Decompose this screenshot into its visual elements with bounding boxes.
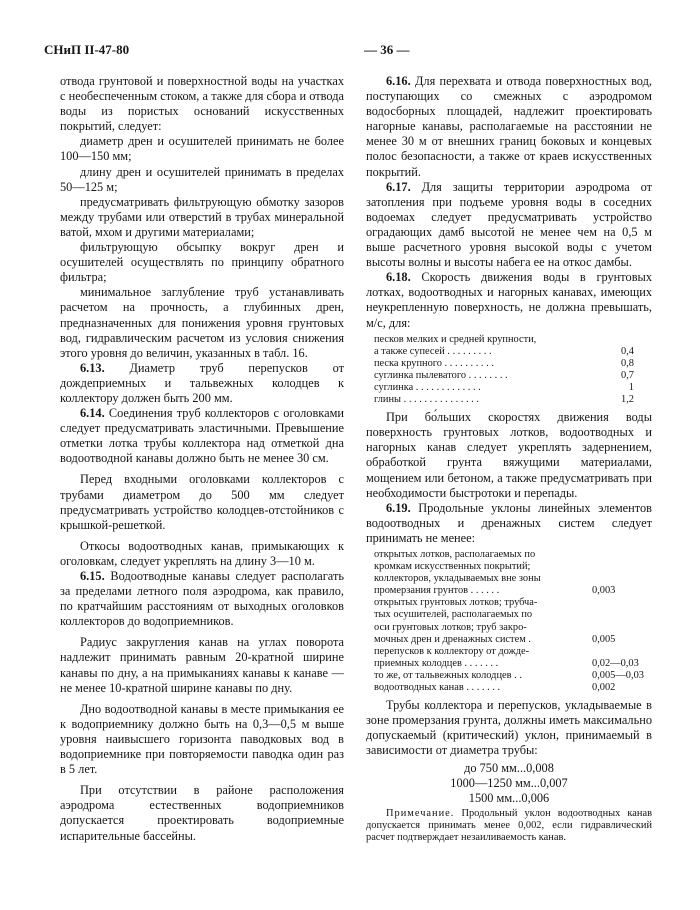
note-text: Продольный уклон водоотводных канав допускается принимать менее 0,002, если гидравлический расчет подтверждает незаиливаемость канав. bbox=[366, 807, 652, 843]
list-item: а также супесей . . . . . . . . . 0,4 bbox=[374, 345, 634, 357]
list-item: 1000—1250 мм...0,007 bbox=[450, 775, 568, 790]
section-number: 6.19. bbox=[386, 500, 411, 515]
section-6-14 bbox=[60, 406, 344, 466]
paragraph: При отсутствии в районе расположения аэродрома естественных водоприемников допускается проектировать водоприемные испарительные бассейны. bbox=[60, 783, 344, 843]
paragraph: Дно водоотводной канавы в месте примыкания ее к водоприемнику должно быть на 0,3—0,5 м выше уровня наивысшего горизонта паводковых вод в водоприемнике при повторяемости паводка один раз в 5 лет. bbox=[60, 701, 344, 777]
paragraph: отвода грунтовой и поверхностной воды на участках с необеспеченным стоком, а также для сбора и отвода воды из пористых оснований искусственных покрытий, следует: bbox=[60, 74, 344, 134]
paragraph: Трубы коллектора и перепусков, укладываемые в зоне промерзания грунта, должны иметь максимально допускаемый (критический) уклон, принимаемый в зависимости от диаметра трубы: bbox=[366, 698, 652, 758]
page-number: — 36 — bbox=[364, 42, 410, 57]
section-text: Водоотводные канавы следует располагать за пределами летного поля аэродрома, как правило, по кратчайшим расстояниям от выходных оголовков коллекторов до водоприемников. bbox=[60, 569, 344, 629]
section-6-17 bbox=[366, 180, 652, 271]
section-text: Для перехвата и отвода поверхностных вод, поступающих со смежных с аэродромом водосборных площадей, надлежит проектировать нагорные канавы, располагаемые на расстоянии не менее 30 м от внешних границ боковых и концевых полос безопасности, а также от краев искусственных покрытий. bbox=[366, 74, 652, 179]
list-item: водоотводных канав . . . . . . . 0,002 bbox=[374, 682, 616, 694]
section-text: Продольные уклоны линейных элементов водоотводных и дренажных систем следует принимать не менее: bbox=[366, 500, 652, 545]
section-6-13 bbox=[60, 361, 344, 406]
list-item: кромкам искусственных покрытий; bbox=[374, 561, 531, 573]
section-number: 6.16. bbox=[386, 74, 411, 88]
list-item: до 750 мм...0,008 bbox=[464, 760, 554, 775]
velocity-list bbox=[374, 334, 652, 407]
section-6-19 bbox=[366, 501, 652, 546]
list-item: открытых грунтовых лотков; трубча- bbox=[374, 597, 538, 609]
list-item: глины . . . . . . . . . . . . . . . 1,2 bbox=[374, 394, 634, 406]
page-header bbox=[44, 42, 654, 58]
paragraph: Радиус закругления канав на углах поворота надлежит принимать равным 20-кратной ширине канавы по дну, а на примыканиях канавы к канаве — не менее 10-кратной ширине канавы по дну. bbox=[60, 635, 344, 695]
section-number: 6.14. bbox=[80, 406, 105, 421]
section-text: Диаметр труб перепусков от дождеприемных и тальвежных колодцев к коллектору должен быть 200 мм. bbox=[60, 360, 344, 405]
list-item: мочных дрен и дренажных систем . 0,005 bbox=[374, 633, 616, 645]
section-text: Скорость движения воды в грунтовых лотках, водоотводных и нагорных канавах, имеющих неукрепленную поверхность, не должна превышать, м/с, для: bbox=[366, 270, 652, 330]
left-column bbox=[60, 74, 344, 844]
note bbox=[366, 808, 652, 844]
list-item: 1500 мм...0,006 bbox=[468, 790, 550, 805]
list-item: тых осушителей, располагаемых по bbox=[374, 609, 533, 621]
right-column bbox=[366, 74, 652, 844]
section-text: Соединения труб коллекторов с оголовками следует предусматривать эластичными. Превышение отметки лотка трубы коллектора над отметкой дна водоотводной канавы должно быть не менее 30 см. bbox=[60, 406, 344, 466]
list-item: перепусков к коллектору от дожде- bbox=[374, 645, 530, 657]
section-number: 6.17. bbox=[386, 179, 411, 194]
paragraph: минимальное заглубление труб устанавливать расчетом на прочность, а глубинных дрен, предназначенных для понижения уровня грунтовых вод, гидравлическим расчетом из условия снижения этого уровня до величин, указанных в табл. 16. bbox=[60, 285, 344, 360]
list-item: суглинка . . . . . . . . . . . . . 1 bbox=[374, 381, 634, 393]
list-item: оси грунтовых лотков; труб закро- bbox=[374, 621, 527, 633]
document-code: СНиП II-47-80 bbox=[44, 42, 130, 57]
paragraph: длину дрен и осушителей принимать в пределах 50—125 м; bbox=[60, 164, 344, 194]
list-item: промерзания грунтов . . . . . . 0,003 bbox=[374, 585, 616, 597]
list-item: песка крупного . . . . . . . . . . 0,8 bbox=[374, 357, 634, 369]
paragraph: Перед входными оголовками коллекторов с трубами диаметром до 500 мм следует предусматривать устройство колодцев-отстойников с крышкой-решеткой. bbox=[60, 472, 344, 532]
paragraph: предусматривать фильтрующую обмотку зазоров между трубами или отверстий в трубах минеральной ватой, мхом и другими материалами; bbox=[60, 194, 344, 239]
list-item: открытых лотков, располагаемых по bbox=[374, 549, 536, 560]
section-text: Для защиты территории аэродрома от затопления при подъеме уровня воды в соседних водоемах следует предусматривать устройство оградающих дамб высотой не менее чем на 0,5 м выше расчетного уровня высокой воды с учетом высоты волны и высоты набега ее на откос дамбы. bbox=[366, 179, 652, 270]
list-item: приемных колодцев . . . . . . . 0,02—0,03 bbox=[374, 657, 639, 669]
section-6-16 bbox=[366, 74, 652, 180]
paragraph: Откосы водоотводных канав, примыкающих к оголовкам, следует укреплять на длину 3—10 м. bbox=[60, 538, 344, 568]
section-number: 6.15. bbox=[80, 569, 105, 583]
diameter-list bbox=[366, 761, 652, 806]
velocity-intro: песков мелких и средней крупности, bbox=[374, 333, 537, 345]
paragraph: фильтрующую обсыпку вокруг дрен и осушителей осуществлять по принципу обратного фильтра; bbox=[60, 240, 344, 285]
paragraph: При бо́льших скоростях движения воды поверхность грунтовых лотков, водоотводных и нагорных канав следует укреплять задернением, обработкой грунта вяжущими материалами, мощением или бетоном, а также предусматривать при необходимости быстротоки и перепады. bbox=[366, 410, 652, 500]
list-item bbox=[374, 334, 634, 346]
paragraph: диаметр дрен и осушителей принимать не более 100—150 мм; bbox=[60, 134, 344, 164]
note-label: Примечание. bbox=[386, 807, 455, 819]
list-item: коллекторов, укладываемых вне зоны bbox=[374, 573, 541, 585]
section-6-15 bbox=[60, 569, 344, 629]
list-item: суглинка пылеватого . . . . . . . . 0,7 bbox=[374, 369, 634, 381]
section-number: 6.13. bbox=[80, 360, 105, 375]
section-number: 6.18. bbox=[386, 270, 411, 285]
slope-list bbox=[374, 549, 652, 694]
section-6-18 bbox=[366, 270, 652, 330]
list-item: то же, от тальвежных колодцев . . 0,005—0,03 bbox=[374, 669, 644, 681]
